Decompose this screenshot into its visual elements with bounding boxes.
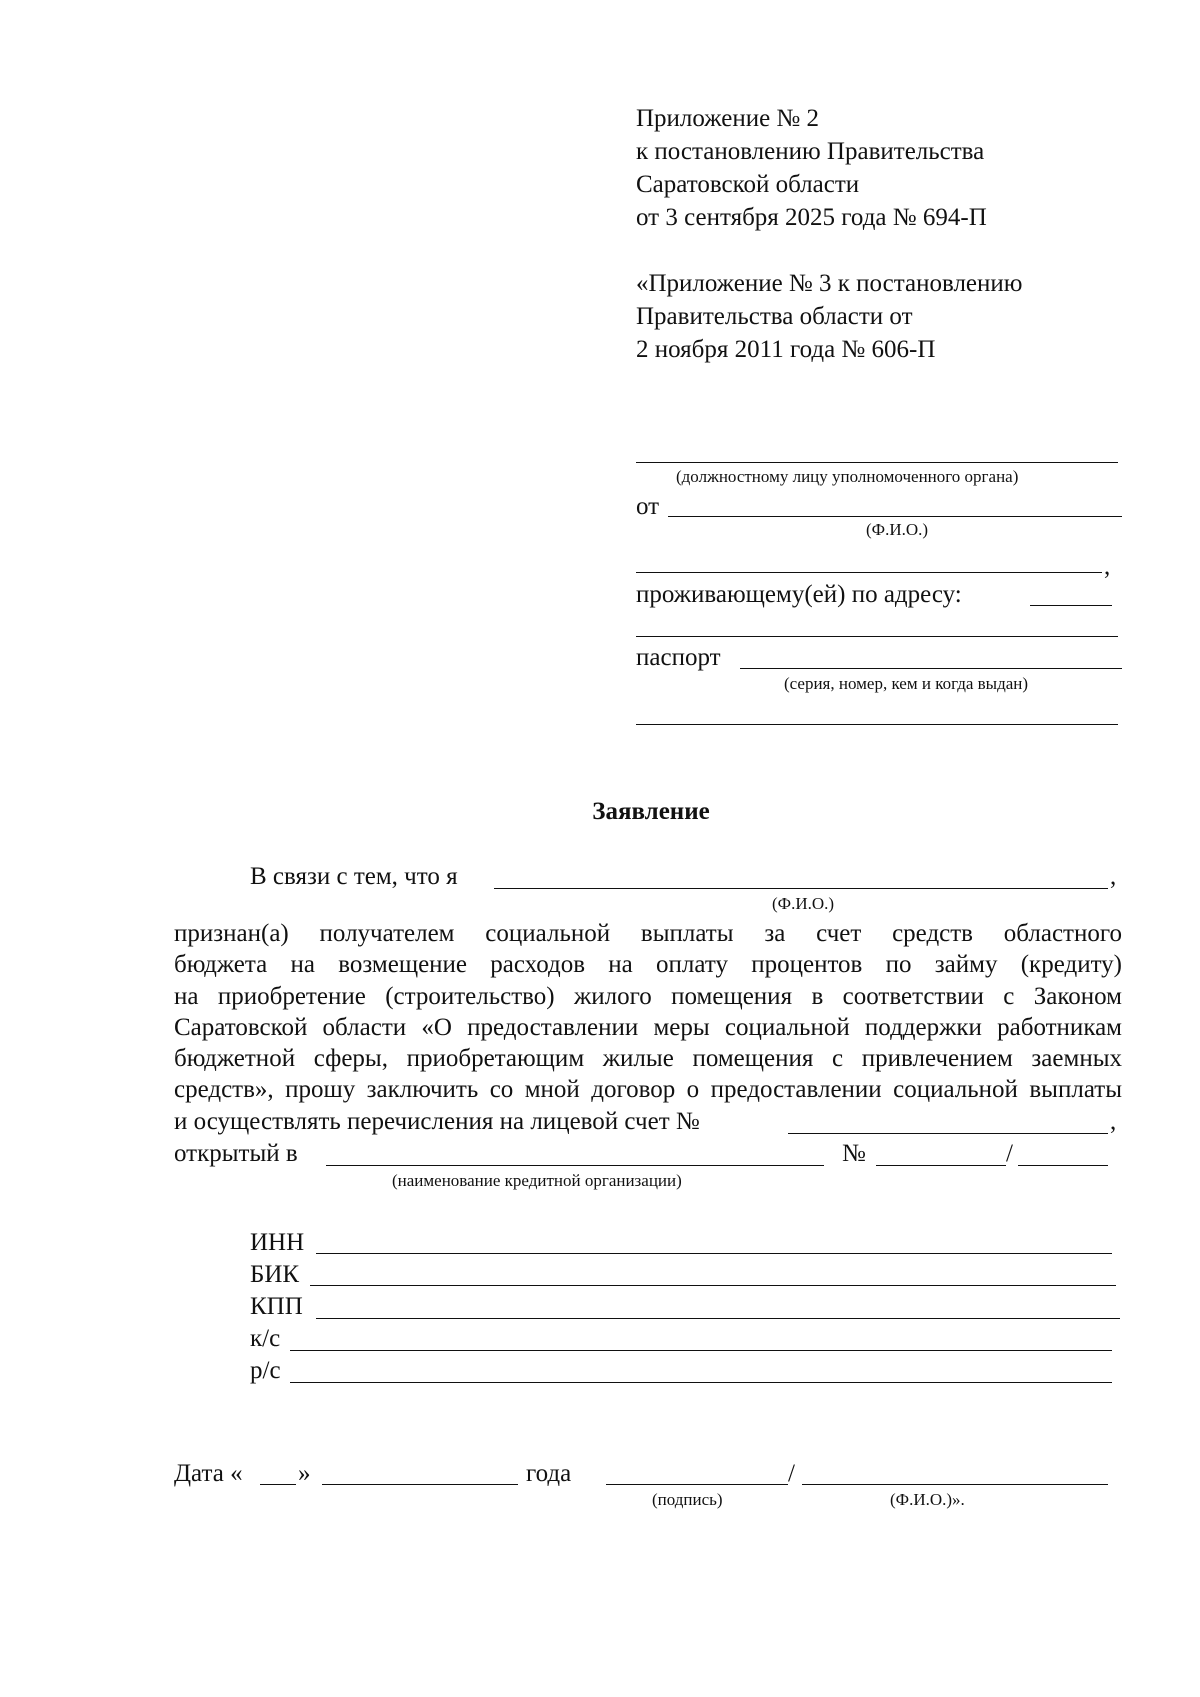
passport-label: паспорт (636, 644, 721, 671)
statement-body-line: бюджетной сферы, приобретающим жилые помещения с привлечением заемных (174, 1045, 1122, 1073)
original-annex-line-1: «Приложение № 3 к постановлению (636, 270, 1023, 297)
statement-fio-field[interactable] (494, 888, 1108, 889)
signature-slash: / (788, 1460, 795, 1487)
annex-line-4: от 3 сентября 2025 года № 694-П (636, 204, 987, 231)
date-month-year-field[interactable] (322, 1484, 518, 1485)
fio-comma: , (1104, 553, 1111, 580)
bank-number-field-1[interactable] (876, 1165, 1006, 1166)
passport-caption: (серия, номер, кем и когда выдан) (784, 674, 1029, 693)
official-caption: (должностному лицу уполномоченного органа) (676, 467, 1019, 486)
date-day-field[interactable] (260, 1484, 296, 1485)
bank-name-field[interactable] (326, 1165, 824, 1166)
account-number-field[interactable] (788, 1133, 1108, 1134)
applicant-fio-continuation-field[interactable] (636, 572, 1102, 573)
statement-fio-caption: (Ф.И.О.) (772, 894, 835, 913)
date-label: Дата « (174, 1460, 243, 1487)
account-comma: , (1110, 1108, 1117, 1135)
from-label: от (636, 493, 660, 520)
statement-body-line: средств», прошу заключить со мной договор о предоставлении социальной выплаты (174, 1076, 1122, 1104)
signature-field[interactable] (606, 1484, 788, 1485)
statement-title: Заявление (592, 798, 710, 825)
annex-line-1: Приложение № 2 (636, 105, 820, 132)
date-close-quote: » (298, 1460, 311, 1487)
passport-continuation-field[interactable] (636, 724, 1118, 725)
statement-intro-comma: , (1110, 863, 1117, 890)
account-label: и осуществлять перечисления на лицевой счет № (174, 1108, 700, 1135)
residing-label: проживающему(ей) по адресу: (636, 581, 962, 608)
statement-body (174, 918, 1122, 1106)
number-slash: / (1006, 1140, 1013, 1167)
statement-body-line: на приобретение (строительство) жилого помещения в соответствии с Законом (174, 982, 1122, 1010)
bank-caption: (наименование кредитной организации) (392, 1171, 682, 1190)
rs-label: р/с (250, 1357, 281, 1384)
signature-fio-caption: (Ф.И.О.)». (890, 1490, 965, 1509)
inn-field[interactable] (316, 1253, 1112, 1254)
bank-number-field-2[interactable] (1018, 1165, 1108, 1166)
original-annex-line-2: Правительства области от (636, 303, 913, 330)
statement-body-line: бюджета на возмещение расходов на оплату процентов по займу (кредиту) (174, 951, 1122, 979)
statement-intro: В связи с тем, что я (250, 863, 458, 890)
statement-body-line: признан(а) получателем социальной выплаты за счет средств областного (174, 920, 1122, 947)
kpp-label: КПП (250, 1293, 303, 1320)
address-field[interactable] (1030, 605, 1112, 606)
passport-field[interactable] (740, 668, 1122, 669)
annex-line-2: к постановлению Правительства (636, 138, 985, 165)
address-continuation-field[interactable] (636, 636, 1118, 637)
signature-fio-field[interactable] (802, 1484, 1108, 1485)
bik-label: БИК (250, 1261, 300, 1288)
inn-label: ИНН (250, 1229, 305, 1256)
year-label: года (526, 1460, 572, 1487)
official-name-field[interactable] (636, 462, 1118, 463)
signature-caption: (подпись) (652, 1490, 723, 1509)
annex-line-3: Саратовской области (636, 171, 860, 198)
bik-field[interactable] (310, 1285, 1116, 1286)
ks-field[interactable] (290, 1350, 1112, 1351)
ks-label: к/с (250, 1325, 281, 1352)
fio-caption: (Ф.И.О.) (866, 520, 929, 539)
rs-field[interactable] (290, 1382, 1112, 1383)
number-sign: № (842, 1140, 866, 1167)
original-annex-line-3: 2 ноября 2011 года № 606-П (636, 336, 936, 363)
statement-body-line: Саратовской области «О предоставлении меры социальной поддержки работникам (174, 1013, 1122, 1041)
opened-in-label: открытый в (174, 1140, 298, 1167)
kpp-field[interactable] (316, 1318, 1120, 1319)
applicant-fio-field[interactable] (668, 516, 1122, 517)
